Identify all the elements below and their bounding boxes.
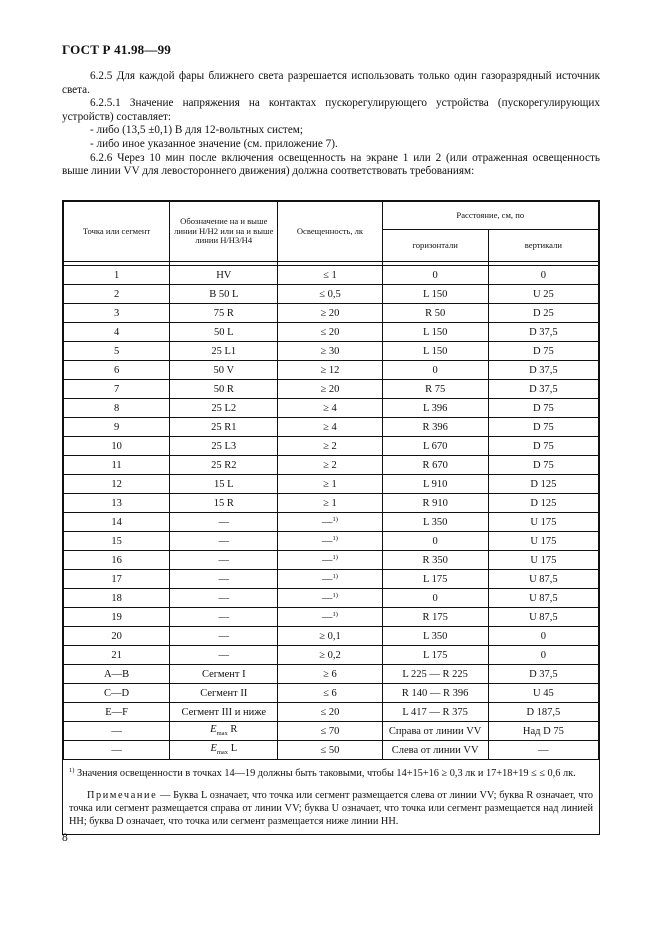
illuminance-value: ≥ 30 <box>320 345 340 357</box>
cell-illuminance <box>278 361 382 380</box>
cell-vertical: U 45 <box>488 684 598 703</box>
cell-vertical: D 187,5 <box>488 703 598 722</box>
table-row <box>64 418 599 437</box>
illuminance-value: — <box>322 536 333 547</box>
cell-designation: 25 R2 <box>170 456 278 475</box>
cell-vertical: U 87,5 <box>488 589 598 608</box>
footnote-marker: 1) <box>69 767 75 774</box>
page-number: 8 <box>62 832 68 844</box>
cell-vertical: U 87,5 <box>488 570 598 589</box>
emax-subscript: max <box>216 730 228 738</box>
illuminance-value: — <box>322 574 333 585</box>
cell-horizontal: 0 <box>382 532 488 551</box>
table-row <box>64 608 599 627</box>
header-vertical: вертикали <box>488 230 598 262</box>
footnote-ref: 1) <box>332 573 338 580</box>
cell-designation: — <box>170 551 278 570</box>
footnote <box>69 764 593 780</box>
cell-horizontal: L 225 — R 225 <box>382 665 488 684</box>
table-footer <box>63 760 599 834</box>
cell-illuminance <box>278 342 382 361</box>
cell-point: 7 <box>64 380 170 399</box>
illuminance-value: ≥ 6 <box>323 668 337 680</box>
table-row <box>64 323 599 342</box>
cell-illuminance <box>278 627 382 646</box>
cell-vertical: Над D 75 <box>488 722 598 741</box>
cell-point: 17 <box>64 570 170 589</box>
cell-point: 13 <box>64 494 170 513</box>
header-point: Точка или сегмент <box>64 202 170 262</box>
table-row <box>64 399 599 418</box>
cell-point: 6 <box>64 361 170 380</box>
illuminance-value: ≥ 1 <box>323 497 337 509</box>
cell-vertical: U 175 <box>488 551 598 570</box>
cell-point: 10 <box>64 437 170 456</box>
cell-designation: 25 L3 <box>170 437 278 456</box>
cell-vertical: U 175 <box>488 513 598 532</box>
illuminance-value: — <box>322 612 333 623</box>
cell-illuminance <box>278 589 382 608</box>
cell-designation: B 50 L <box>170 285 278 304</box>
illuminance-value: ≤ 50 <box>320 744 340 756</box>
cell-horizontal: L 670 <box>382 437 488 456</box>
cell-vertical: D 37,5 <box>488 323 598 342</box>
illuminance-value: ≥ 4 <box>323 402 337 414</box>
requirements-table <box>63 201 599 760</box>
cell-horizontal: R 175 <box>382 608 488 627</box>
cell-illuminance <box>278 380 382 399</box>
footnote-ref: 1) <box>332 535 338 542</box>
cell-vertical: U 175 <box>488 532 598 551</box>
cell-point: 2 <box>64 285 170 304</box>
paragraph-list-item-2: - либо иное указанное значение (см. приложение 7). <box>90 137 338 150</box>
note <box>69 789 593 828</box>
cell-vertical: — <box>488 741 598 760</box>
table-row <box>64 722 599 741</box>
paragraph-6-2-5: 6.2.5 Для каждой фары ближнего света разрешается использовать только один газоразрядный источник света. <box>62 70 600 96</box>
cell-horizontal: R 50 <box>382 304 488 323</box>
illuminance-value: ≤ 1 <box>323 269 337 281</box>
illuminance-value: ≥ 20 <box>320 383 340 395</box>
document-header: ГОСТ Р 41.98—99 <box>62 42 171 57</box>
emax-subscript: max <box>216 749 229 757</box>
cell-point: 8 <box>64 399 170 418</box>
table-row <box>64 513 599 532</box>
cell-point: 12 <box>64 475 170 494</box>
cell-horizontal: L 175 <box>382 646 488 665</box>
cell-point: C—D <box>64 684 170 703</box>
cell-illuminance <box>278 285 382 304</box>
table-row <box>64 266 599 285</box>
table-row <box>64 437 599 456</box>
cell-vertical: D 125 <box>488 475 598 494</box>
cell-designation: — <box>170 646 278 665</box>
cell-vertical: D 75 <box>488 342 598 361</box>
table-row <box>64 665 599 684</box>
cell-vertical: U 25 <box>488 285 598 304</box>
cell-designation: 15 R <box>170 494 278 513</box>
cell-horizontal: 0 <box>382 266 488 285</box>
footnote-ref: 1) <box>332 516 338 523</box>
cell-horizontal: Слева от линии VV <box>382 741 488 760</box>
cell-vertical: 0 <box>488 646 598 665</box>
cell-illuminance <box>278 532 382 551</box>
table-row <box>64 361 599 380</box>
cell-point: 1 <box>64 266 170 285</box>
table-row <box>64 627 599 646</box>
cell-horizontal: R 670 <box>382 456 488 475</box>
cell-designation: — <box>170 608 278 627</box>
cell-designation: Сегмент III и ниже <box>170 703 278 722</box>
table-row <box>64 570 599 589</box>
cell-vertical: D 37,5 <box>488 361 598 380</box>
requirements-table-container <box>62 200 600 835</box>
illuminance-value: ≥ 1 <box>323 478 337 490</box>
table-row <box>64 589 599 608</box>
cell-illuminance <box>278 646 382 665</box>
illuminance-value: ≥ 4 <box>323 421 337 433</box>
cell-illuminance <box>278 551 382 570</box>
cell-designation: Сегмент I <box>170 665 278 684</box>
table-row <box>64 703 599 722</box>
emax-suffix: R <box>227 724 238 736</box>
illuminance-value: ≥ 0,1 <box>319 630 341 642</box>
cell-horizontal: L 910 <box>382 475 488 494</box>
header-distance: Расстояние, см, по <box>382 202 598 230</box>
cell-illuminance <box>278 266 382 285</box>
table-row <box>64 551 599 570</box>
cell-point: 9 <box>64 418 170 437</box>
cell-illuminance <box>278 475 382 494</box>
cell-illuminance <box>278 418 382 437</box>
illuminance-value: ≥ 12 <box>320 364 340 376</box>
header-designation: Обозначение на и выше линии H/H2 или на и выше линии H/H3/H4 <box>170 202 278 262</box>
table-row <box>64 646 599 665</box>
cell-horizontal: L 396 <box>382 399 488 418</box>
cell-horizontal: L 175 <box>382 570 488 589</box>
cell-point: 21 <box>64 646 170 665</box>
cell-vertical: D 25 <box>488 304 598 323</box>
cell-horizontal: L 417 — R 375 <box>382 703 488 722</box>
header-illuminance: Освещенность, лк <box>278 202 382 262</box>
cell-illuminance <box>278 665 382 684</box>
footnote-ref: 1) <box>332 592 338 599</box>
cell-designation: Сегмент II <box>170 684 278 703</box>
cell-illuminance <box>278 304 382 323</box>
illuminance-value: ≥ 2 <box>323 459 337 471</box>
illuminance-value: — <box>322 517 333 528</box>
cell-vertical: D 75 <box>488 399 598 418</box>
cell-illuminance <box>278 399 382 418</box>
cell-vertical: D 125 <box>488 494 598 513</box>
emax-suffix: L <box>228 743 238 755</box>
footnote-ref: 1) <box>332 554 338 561</box>
emax-symbol: E <box>210 743 217 755</box>
table-body <box>64 262 599 760</box>
cell-vertical: D 75 <box>488 418 598 437</box>
cell-illuminance <box>278 494 382 513</box>
table-row <box>64 684 599 703</box>
table-row <box>64 285 599 304</box>
cell-horizontal: L 150 <box>382 323 488 342</box>
cell-vertical: 0 <box>488 266 598 285</box>
cell-designation: 50 R <box>170 380 278 399</box>
cell-horizontal: L 150 <box>382 285 488 304</box>
paragraph-6-2-5-1: 6.2.5.1 Значение напряжения на контактах пускорегулирующего устройства (пускорегулирующих устройств) составляет: <box>62 97 600 123</box>
cell-horizontal: R 396 <box>382 418 488 437</box>
illuminance-value: ≥ 20 <box>320 307 340 319</box>
illuminance-value: — <box>322 555 333 566</box>
header-horizontal: горизонтали <box>382 230 488 262</box>
cell-illuminance <box>278 570 382 589</box>
emax-symbol: E <box>210 724 217 736</box>
cell-horizontal: R 910 <box>382 494 488 513</box>
cell-illuminance <box>278 323 382 342</box>
cell-designation: 50 L <box>170 323 278 342</box>
cell-illuminance <box>278 703 382 722</box>
illuminance-value: ≤ 20 <box>320 326 340 338</box>
cell-point: 5 <box>64 342 170 361</box>
note-text: — Буква L означает, что точка или сегмент размещается слева от линии VV; буква R означает, что точка или сегмент размещается справа от линии VV; буква U означает, что точка или сегмент размещается над линией HH; буква D означает, что точка или сегмент размещается ниже линии HH. <box>69 790 593 827</box>
cell-vertical: D 37,5 <box>488 380 598 399</box>
cell-designation: 25 L1 <box>170 342 278 361</box>
cell-point: 4 <box>64 323 170 342</box>
table-row <box>64 494 599 513</box>
cell-designation: 25 L2 <box>170 399 278 418</box>
cell-horizontal: 0 <box>382 589 488 608</box>
cell-vertical: D 75 <box>488 437 598 456</box>
cell-illuminance <box>278 684 382 703</box>
cell-horizontal: L 350 <box>382 513 488 532</box>
cell-horizontal: R 75 <box>382 380 488 399</box>
cell-designation: — <box>170 513 278 532</box>
note-label: Примечание <box>87 790 158 801</box>
illuminance-value: ≤ 6 <box>323 687 337 699</box>
cell-illuminance <box>278 722 382 741</box>
table-row <box>64 532 599 551</box>
table-row <box>64 380 599 399</box>
cell-horizontal: L 350 <box>382 627 488 646</box>
illuminance-value: ≤ 0,5 <box>319 288 341 300</box>
cell-designation <box>170 741 278 760</box>
cell-vertical: U 87,5 <box>488 608 598 627</box>
cell-designation: — <box>170 532 278 551</box>
paragraph-6-2-6: 6.2.6 Через 10 мин после включения освещенность на экране 1 или 2 (или отраженная освещенность выше линии VV для левостороннего движения) должна соответствовать требованиям: <box>62 151 600 178</box>
cell-horizontal: L 150 <box>382 342 488 361</box>
cell-point: 18 <box>64 589 170 608</box>
cell-illuminance <box>278 741 382 760</box>
cell-illuminance <box>278 437 382 456</box>
cell-horizontal: R 140 — R 396 <box>382 684 488 703</box>
cell-designation: — <box>170 589 278 608</box>
cell-vertical: 0 <box>488 627 598 646</box>
cell-vertical: D 37,5 <box>488 665 598 684</box>
cell-designation: 25 R1 <box>170 418 278 437</box>
illuminance-value: ≥ 0,2 <box>319 649 341 661</box>
cell-horizontal: 0 <box>382 361 488 380</box>
cell-designation: — <box>170 570 278 589</box>
cell-illuminance <box>278 608 382 627</box>
illuminance-value: ≥ 2 <box>323 440 337 452</box>
cell-designation <box>170 722 278 741</box>
body-text <box>62 70 600 179</box>
illuminance-value: — <box>322 593 333 604</box>
table-row <box>64 741 599 760</box>
illuminance-value: ≤ 20 <box>320 706 340 718</box>
cell-point: 16 <box>64 551 170 570</box>
illuminance-value: ≤ 70 <box>320 725 340 737</box>
cell-point: — <box>64 741 170 760</box>
cell-point: 14 <box>64 513 170 532</box>
footnote-ref: 1) <box>332 611 338 618</box>
cell-point: 19 <box>64 608 170 627</box>
footnote-text: Значения освещенности в точках 14—19 должны быть таковыми, чтобы 14+15+16 ≥ 0,3 лк и 17+18+19 ≤ ≤ 0,6 лк. <box>74 768 576 779</box>
cell-vertical: D 75 <box>488 456 598 475</box>
table-row <box>64 456 599 475</box>
cell-designation: HV <box>170 266 278 285</box>
cell-point: 11 <box>64 456 170 475</box>
paragraph-list-item-1: - либо (13,5 ±0,1) В для 12-вольтных систем; <box>90 124 303 137</box>
cell-point: 3 <box>64 304 170 323</box>
cell-designation: 75 R <box>170 304 278 323</box>
cell-illuminance <box>278 513 382 532</box>
cell-point: E—F <box>64 703 170 722</box>
cell-point: A—B <box>64 665 170 684</box>
cell-designation: 15 L <box>170 475 278 494</box>
cell-illuminance <box>278 456 382 475</box>
table-row <box>64 475 599 494</box>
cell-point: 20 <box>64 627 170 646</box>
table-row <box>64 304 599 323</box>
cell-horizontal: R 350 <box>382 551 488 570</box>
cell-designation: 50 V <box>170 361 278 380</box>
cell-point: 15 <box>64 532 170 551</box>
cell-designation: — <box>170 627 278 646</box>
table-row <box>64 342 599 361</box>
cell-point: — <box>64 722 170 741</box>
cell-horizontal: Справа от линии VV <box>382 722 488 741</box>
